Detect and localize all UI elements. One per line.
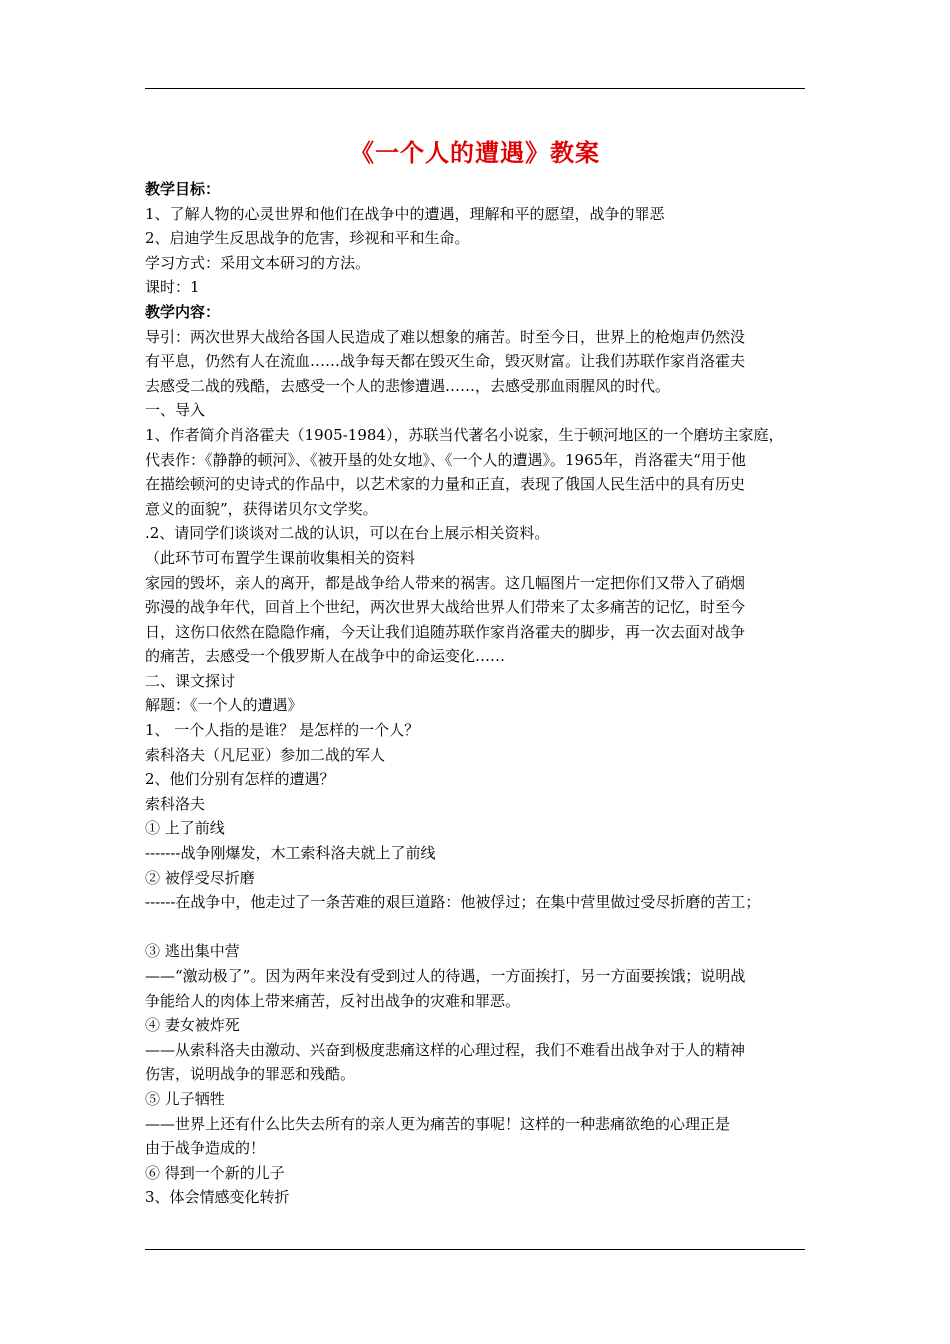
text-line: 争能给人的肉体上带来痛苦，反衬出战争的灾难和罪恶。 xyxy=(145,991,521,1010)
text-line xyxy=(145,915,807,940)
text-line: 学习方式：采用文本研习的方法。 xyxy=(145,253,371,272)
text-line: 索科洛夫 xyxy=(145,794,206,813)
text-line: -------战争刚爆发，木工索科洛夫就上了前线 xyxy=(145,844,436,863)
text-line: 代表作：《静静的顿河》、《被开垦的处女地》、《一个人的遭遇》。1965年，肖洛霍夫“用于他 xyxy=(145,450,746,469)
text-line: 1、 一个人指的是谁？ 是怎样的一个人？ xyxy=(145,721,420,740)
document-body xyxy=(145,177,807,1210)
text-line: 1、作者简介肖洛霍夫（1905-1984），苏联当代著名小说家，生于顿河地区的一个磨坊主家庭， xyxy=(145,425,784,444)
text-line: ⑤ 儿子牺牲 xyxy=(145,1089,225,1108)
text-line: ——从索科洛夫由激动、兴奋到极度悲痛这样的心理过程，我们不难看出战争对于人的精神 xyxy=(145,1040,746,1059)
text-line: ② 被俘受尽折磨 xyxy=(145,868,255,887)
text-line: 意义的面貌”，获得诺贝尔文学奖。 xyxy=(145,499,378,518)
text-line: 日，这伤口依然在隐隐作痛，今天让我们追随苏联作家肖洛霍夫的脚步，再一次去面对战争 xyxy=(145,622,746,641)
text-line: 由于战争造成的！ xyxy=(145,1139,266,1158)
text-line: 弥漫的战争年代，回首上个世纪，两次世界大战给世界人们带来了太多痛苦的记忆，时至今 xyxy=(145,598,746,617)
text-line: 索科洛夫（凡尼亚）参加二战的军人 xyxy=(145,745,386,764)
text-line: 伤害，说明战争的罪恶和残酷。 xyxy=(145,1065,356,1084)
section-heading: 教学目标： xyxy=(145,180,221,198)
text-line: 1、了解人物的心灵世界和他们在战争中的遭遇，理解和平的愿望，战争的罪恶 xyxy=(145,204,665,223)
text-line: 的痛苦，去感受一个俄罗斯人在战争中的命运变化…… xyxy=(145,647,506,666)
text-line: 导引：两次世界大战给各国人民造成了难以想象的痛苦。时至今日，世界上的枪炮声仍然没 xyxy=(145,327,746,346)
text-line: 有平息，仍然有人在流血……战争每天都在毁灭生命，毁灭财富。让我们苏联作家肖洛霍夫 xyxy=(145,352,746,371)
text-line: ④ 妻女被炸死 xyxy=(145,1016,240,1035)
text-line: 3、体会情感变化转折 xyxy=(145,1188,290,1207)
text-line: ⑥ 得到一个新的儿子 xyxy=(145,1163,285,1182)
footer-rule xyxy=(145,1249,805,1250)
text-line: 一、导入 xyxy=(145,401,206,420)
text-line: ① 上了前线 xyxy=(145,819,225,838)
text-line: 二、课文探讨 xyxy=(145,671,236,690)
text-line: 解题：《一个人的遭遇》 xyxy=(145,696,303,715)
document-title: 《一个人的遭遇》教案 xyxy=(350,138,600,167)
text-line: 去感受二战的残酷，去感受一个人的悲惨遭遇……，去感受那血雨腥风的时代。 xyxy=(145,376,671,395)
text-line: ------在战争中，他走过了一条苦难的艰巨道路：他被俘过；在集中营里做过受尽折磨的苦工； xyxy=(145,893,761,912)
text-line: 家园的毁坏，亲人的离开，都是战争给人带来的祸害。这几幅图片一定把你们又带入了硝烟 xyxy=(145,573,746,592)
text-line: 2、启迪学生反思战争的危害，珍视和平和生命。 xyxy=(145,229,470,248)
text-line: 在描绘顿河的史诗式的作品中，以艺术家的力量和正直，表现了俄国人民生活中的具有历史 xyxy=(145,475,746,494)
text-line: （此环节可布置学生课前收集相关的资料 xyxy=(145,548,416,567)
text-line: .2、请同学们谈谈对二战的认识，可以在台上展示相关资料。 xyxy=(145,524,550,543)
text-line: ——“激动极了”。因为两年来没有受到过人的待遇，一方面挨打，另一方面要挨饿；说明战 xyxy=(145,967,746,985)
text-line: ③ 逃出集中营 xyxy=(145,942,240,961)
header-rule xyxy=(145,88,805,89)
text-line: ——世界上还有什么比失去所有的亲人更为痛苦的事呢！这样的一种悲痛欲绝的心理正是 xyxy=(145,1114,731,1133)
text-line: 课时：1 xyxy=(145,278,200,297)
text-line: 2、他们分别有怎样的遭遇？ xyxy=(145,770,335,789)
section-heading: 教学内容： xyxy=(145,302,221,321)
